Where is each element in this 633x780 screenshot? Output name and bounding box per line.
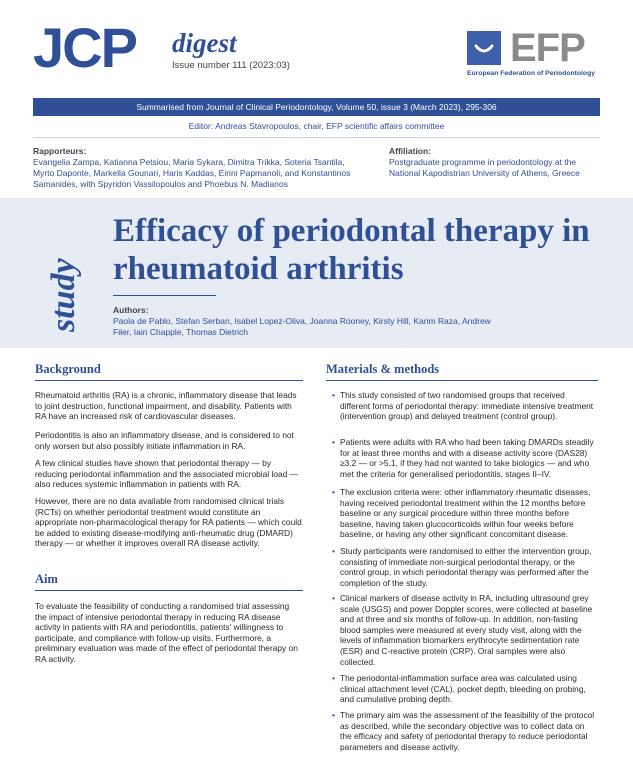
methods-bullet-7: • The primary aim was the assessment of the feasibility of the protocol as described, while the secondary objective was to collect data on the efficacy and safety of periodontal therapy to reduce periodontal parameters and disease activity. (332, 710, 597, 752)
study-label (40, 224, 86, 334)
study-label-text: study (45, 258, 82, 332)
header-divider (33, 137, 600, 138)
background-paragraph-4: However, there are no data available from randomised clinical trials (RCTs) on whether periodontal treatment would constitute an appropriate non-pharmacological therapy for RA patients — which could be added to existing disease-modifying anti-rheumatic drug (DMARD) therapy — or whether it improves overall RA disease activity. (35, 496, 302, 549)
background-heading: Background (35, 362, 101, 376)
source-banner: Summarised from Journal of Clinical Periodontology, Volume 50, issue 3 (March 2023), 295-306 (33, 98, 600, 116)
rapporteurs-names: Evangelia Zampa, Katianna Petsiou, Maria Sykara, Dimitra Trikka, Soteria Tsantila, Myrto Daponte, Markella Gounari, Haris Kaddas, Eirini Papmanoli, and Konstantinos Samanides, with Spyridon Vassilopoulos and Phoebus N. Madianos (33, 157, 351, 189)
efp-smile-icon (467, 31, 501, 65)
affiliation-text: Postgraduate programme in periodontology at the National Kapodistrian University of Athens, Greece (389, 157, 580, 178)
methods-bullet-1: • This study consisted of two randomised groups that received different forms of periodontal therapy: immediate intensive treatment (intervention group) and delayed treatment (control group). (332, 390, 597, 422)
authors-names: Paola de Pablo, Stefan Serban, Isabel Lopez-Oliva, Joanna Rooney, Kirsty Hill, Karim Raza, Andrew Filer, Iain Chapple, Thomas Dietrich (113, 316, 491, 337)
methods-bullet-3: • The exclusion criteria were: other inflammatory rheumatic diseases, having received periodontal treatment within the 12 months before baseline or any surgical procedure within three months before baseline, having taken glucocorticoids within four weeks before baseline, or having any other significant concomitant disease. (332, 487, 597, 540)
title-underline (113, 295, 216, 296)
background-paragraph-1: Rheumatoid arthritis (RA) is a chronic, inflammatory disease that leads to joint destruction, functional impairment, and disability. Patients with RA have an increased risk of cardiovascular diseases. (35, 390, 297, 422)
efp-logo-text: EFP (510, 26, 585, 70)
aim-heading: Aim (35, 572, 58, 586)
aim-text: To evaluate the feasibility of conducting a randomised trial assessing the impact of intensive periodontal therapy in reducing RA disease activity in patients with RA and periodontitis, patients' willingness to participate, and compliance with follow-up visits. Furthermore, a preliminary evaluation was made of the effect of periodontal therapy on RA activity. (35, 601, 298, 664)
methods-bullet-2: • Patients were adults with RA who had been taking DMARDs steadily for at least three months and with a disease activity score (DAS28) ≥3.2 — or >5.1, if they had not wanted to take biologics — and who met the criteria for generalised periodontitis, stages II–IV. (332, 437, 597, 479)
methods-heading: Materials & methods (326, 362, 440, 376)
background-paragraph-2: Periodontitis is also an inflammatory disease, and is considered to not only worsen but also possibly initiate inflammation in RA. (35, 430, 294, 451)
editor-line: Editor: Andreas Stavropoulos, chair, EFP scientific affairs committee (188, 121, 445, 131)
background-rule (35, 380, 303, 381)
methods-bullet-6: • The periodontal-inflammation surface area was calculated using clinical attachment level (CAL), pocket depth, bleeding on probing, and cumulative probing depth. (332, 673, 597, 705)
jcp-logo: JCP (33, 16, 136, 79)
methods-bullet-5: • Clinical markers of disease activity in RA, including ultrasound grey scale (USGS) and power Doppler scores, were collected at baseline and at three and six months of follow-up. In addition, non-fasting blood samples were measured at every study visit, along with the levels of inflammation biomarkers erythrocyte sedimentation rate (ESR) and C-reactive protein (CRP). Oral samples were also collected. (332, 593, 597, 667)
digest-logo: digest (172, 28, 237, 58)
methods-rule (326, 380, 598, 381)
background-paragraph-3: A few clinical studies have shown that periodontal therapy — by reducing periodontal inflammation and the associated microbial load — also reduces systemic inflammation in patients with RA. (35, 458, 299, 490)
methods-bullet-4: • Study participants were randomised to either the intervention group, consisting of immediate non-surgical periodontal therapy, or the control group, in which periodontal therapy was performed after the completion of the study. (332, 546, 597, 588)
issue-number: Issue number 111 (2023:03) (172, 60, 290, 71)
authors-heading: Authors: (113, 305, 149, 315)
rapporteurs-heading: Rapporteurs: (33, 146, 87, 156)
aim-rule (35, 590, 303, 591)
affiliation-heading: Affiliation: (389, 146, 432, 156)
efp-full-name: European Federation of Periodontology (467, 70, 596, 77)
article-title: Efficacy of periodontal therapy in rheumatoid arthritis (113, 213, 590, 287)
